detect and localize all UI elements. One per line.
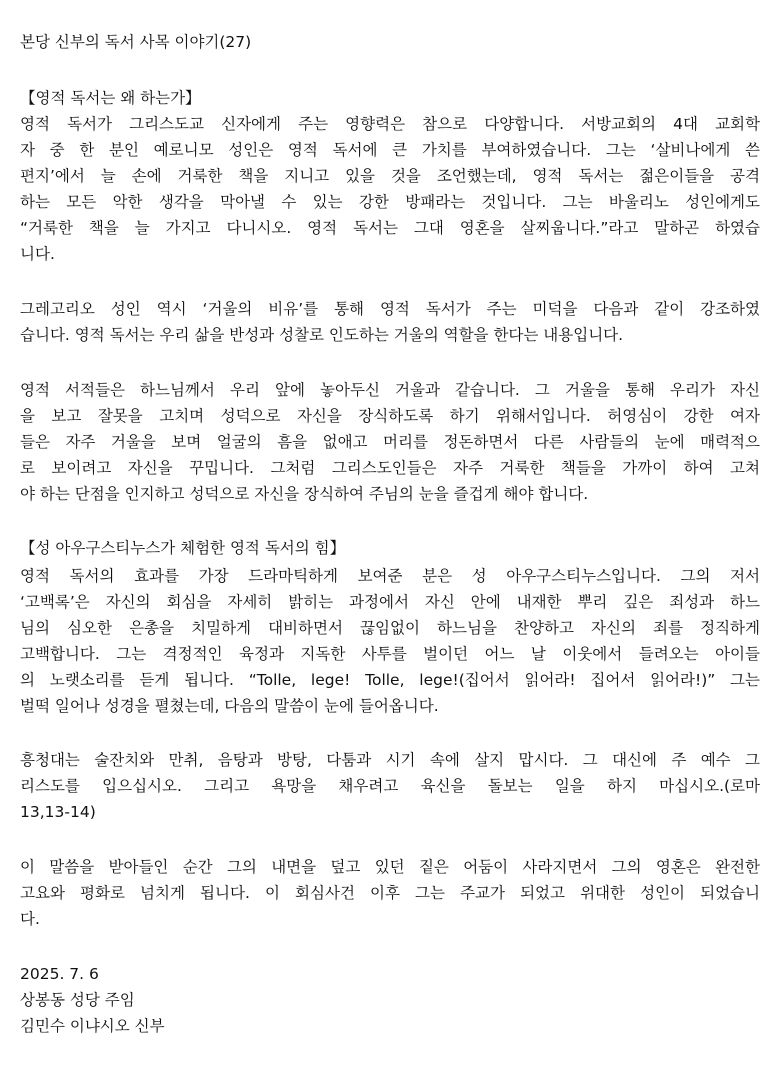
quote-line: 들은 자주 거울을 보며 얼굴의 흠을 없애고 머리를 정돈하면서 다른 사람들의 눈에 매력적으	[20, 433, 760, 451]
scripture-line: 흥청대는 술잔치와 만취, 음탕과 방탕, 다툼과 시기 속에 살지 맙시다. 그 대신에 주 예수 그	[20, 751, 760, 769]
paragraph-line: 다.	[20, 910, 40, 928]
quote-line: 을 보고 잘못을 고치며 성덕으로 자신을 장식하도록 하기 위해서입니다. 허영심이 강한 여자	[20, 407, 760, 425]
section-heading-spiritual-reading: 【영적 독서는 왜 하는가】	[20, 89, 201, 107]
paragraph-line: 고백합니다. 그는 격정적인 육정과 지독한 사투를 벌이던 어느 날 이웃에서 들려오는 아이들	[20, 645, 760, 663]
paragraph-line: 벌떡 일어나 성경을 펼쳤는데, 다음의 말씀이 눈에 들어옵니다.	[20, 697, 439, 715]
paragraph-line: 습니다. 영적 독서는 우리 삶을 반성과 성찰로 인도하는 거울의 역할을 한다는 내용입니다.	[20, 326, 624, 344]
paragraph-line: 님의 심오한 은총을 치밀하게 대비하면서 끊임없이 하느님을 찬양하고 자신의 죄를 정직하게	[20, 619, 760, 637]
paragraph-line: 이 말씀을 받아들인 순간 그의 내면을 덮고 있던 짙은 어둠이 사라지면서 그의 영혼은 완전한	[20, 858, 760, 876]
paragraph-line: 의 노랫소리를 듣게 됩니다. “Tolle, lege! Tolle, lege!(집어서 읽어라! 집어서 읽어라!)” 그는	[20, 671, 760, 689]
scripture-line: 리스도를 입으십시오. 그리고 욕망을 채우려고 육신을 돌보는 일을 하지 마십시오.(로마	[20, 777, 760, 795]
paragraph-line: 자 중 한 분인 예로니모 성인은 영적 독서에 큰 가치를 부여하였습니다. 그는 ‘살비나에게 쓴	[20, 141, 760, 159]
section-heading-augustine: 【성 아우구스티누스가 체험한 영적 독서의 힘】	[20, 539, 346, 557]
signature-name: 김민수 이냐시오 신부	[20, 1017, 165, 1035]
paragraph-line: “거룩한 책을 늘 가지고 다니시오. 영적 독서는 그대 영혼을 살찌웁니다.”라고 말하곤 하였습	[20, 219, 760, 237]
paragraph-line: 영적 독서가 그리스도교 신자에게 주는 영향력은 참으로 다양합니다. 서방교회의 4대 교회학	[20, 115, 760, 133]
paragraph-line: ‘고백록’은 자신의 회심을 자세히 밝히는 과정에서 자신 안에 내재한 뿌리 깊은 죄성과 하느	[20, 593, 760, 611]
scripture-reference: 13,13-14)	[20, 803, 96, 821]
paragraph-line: 니다.	[20, 245, 55, 263]
signature-parish: 상봉동 성당 주임	[20, 991, 135, 1009]
quote-line: 야 하는 단점을 인지하고 성덕으로 자신을 장식하여 주님의 눈을 즐겁게 해야 합니다.	[20, 485, 589, 503]
paragraph-line: 하는 모든 악한 생각을 막아낼 수 있는 강한 방패라는 것입니다. 그는 바울리노 성인에게도	[20, 193, 760, 211]
quote-line: 영적 서적들은 하느님께서 우리 앞에 놓아두신 거울과 같습니다. 그 거울을 통해 우리가 자신	[20, 381, 760, 399]
paragraph-line: 고요와 평화로 넘치게 됩니다. 이 회심사건 이후 그는 주교가 되었고 위대한 성인이 되었습니	[20, 884, 760, 902]
paragraph-line: 편지’에서 늘 손에 거룩한 책을 지니고 있을 것을 조언했는데, 영적 독서는 젊은이들을 공격	[20, 167, 760, 185]
quote-line: 로 보이려고 자신을 꾸밉니다. 그처럼 그리스도인들은 자주 거룩한 책들을 가까이 하여 고쳐	[20, 459, 760, 477]
signature-date: 2025. 7. 6	[20, 965, 99, 983]
paragraph-line: 영적 독서의 효과를 가장 드라마틱하게 보여준 분은 성 아우구스티누스입니다. 그의 저서	[20, 567, 760, 585]
document-title: 본당 신부의 독서 사목 이야기(27)	[20, 33, 252, 51]
paragraph-line: 그레고리오 성인 역시 ‘거울의 비유’를 통해 영적 독서가 주는 미덕을 다음과 같이 강조하였	[20, 300, 760, 318]
